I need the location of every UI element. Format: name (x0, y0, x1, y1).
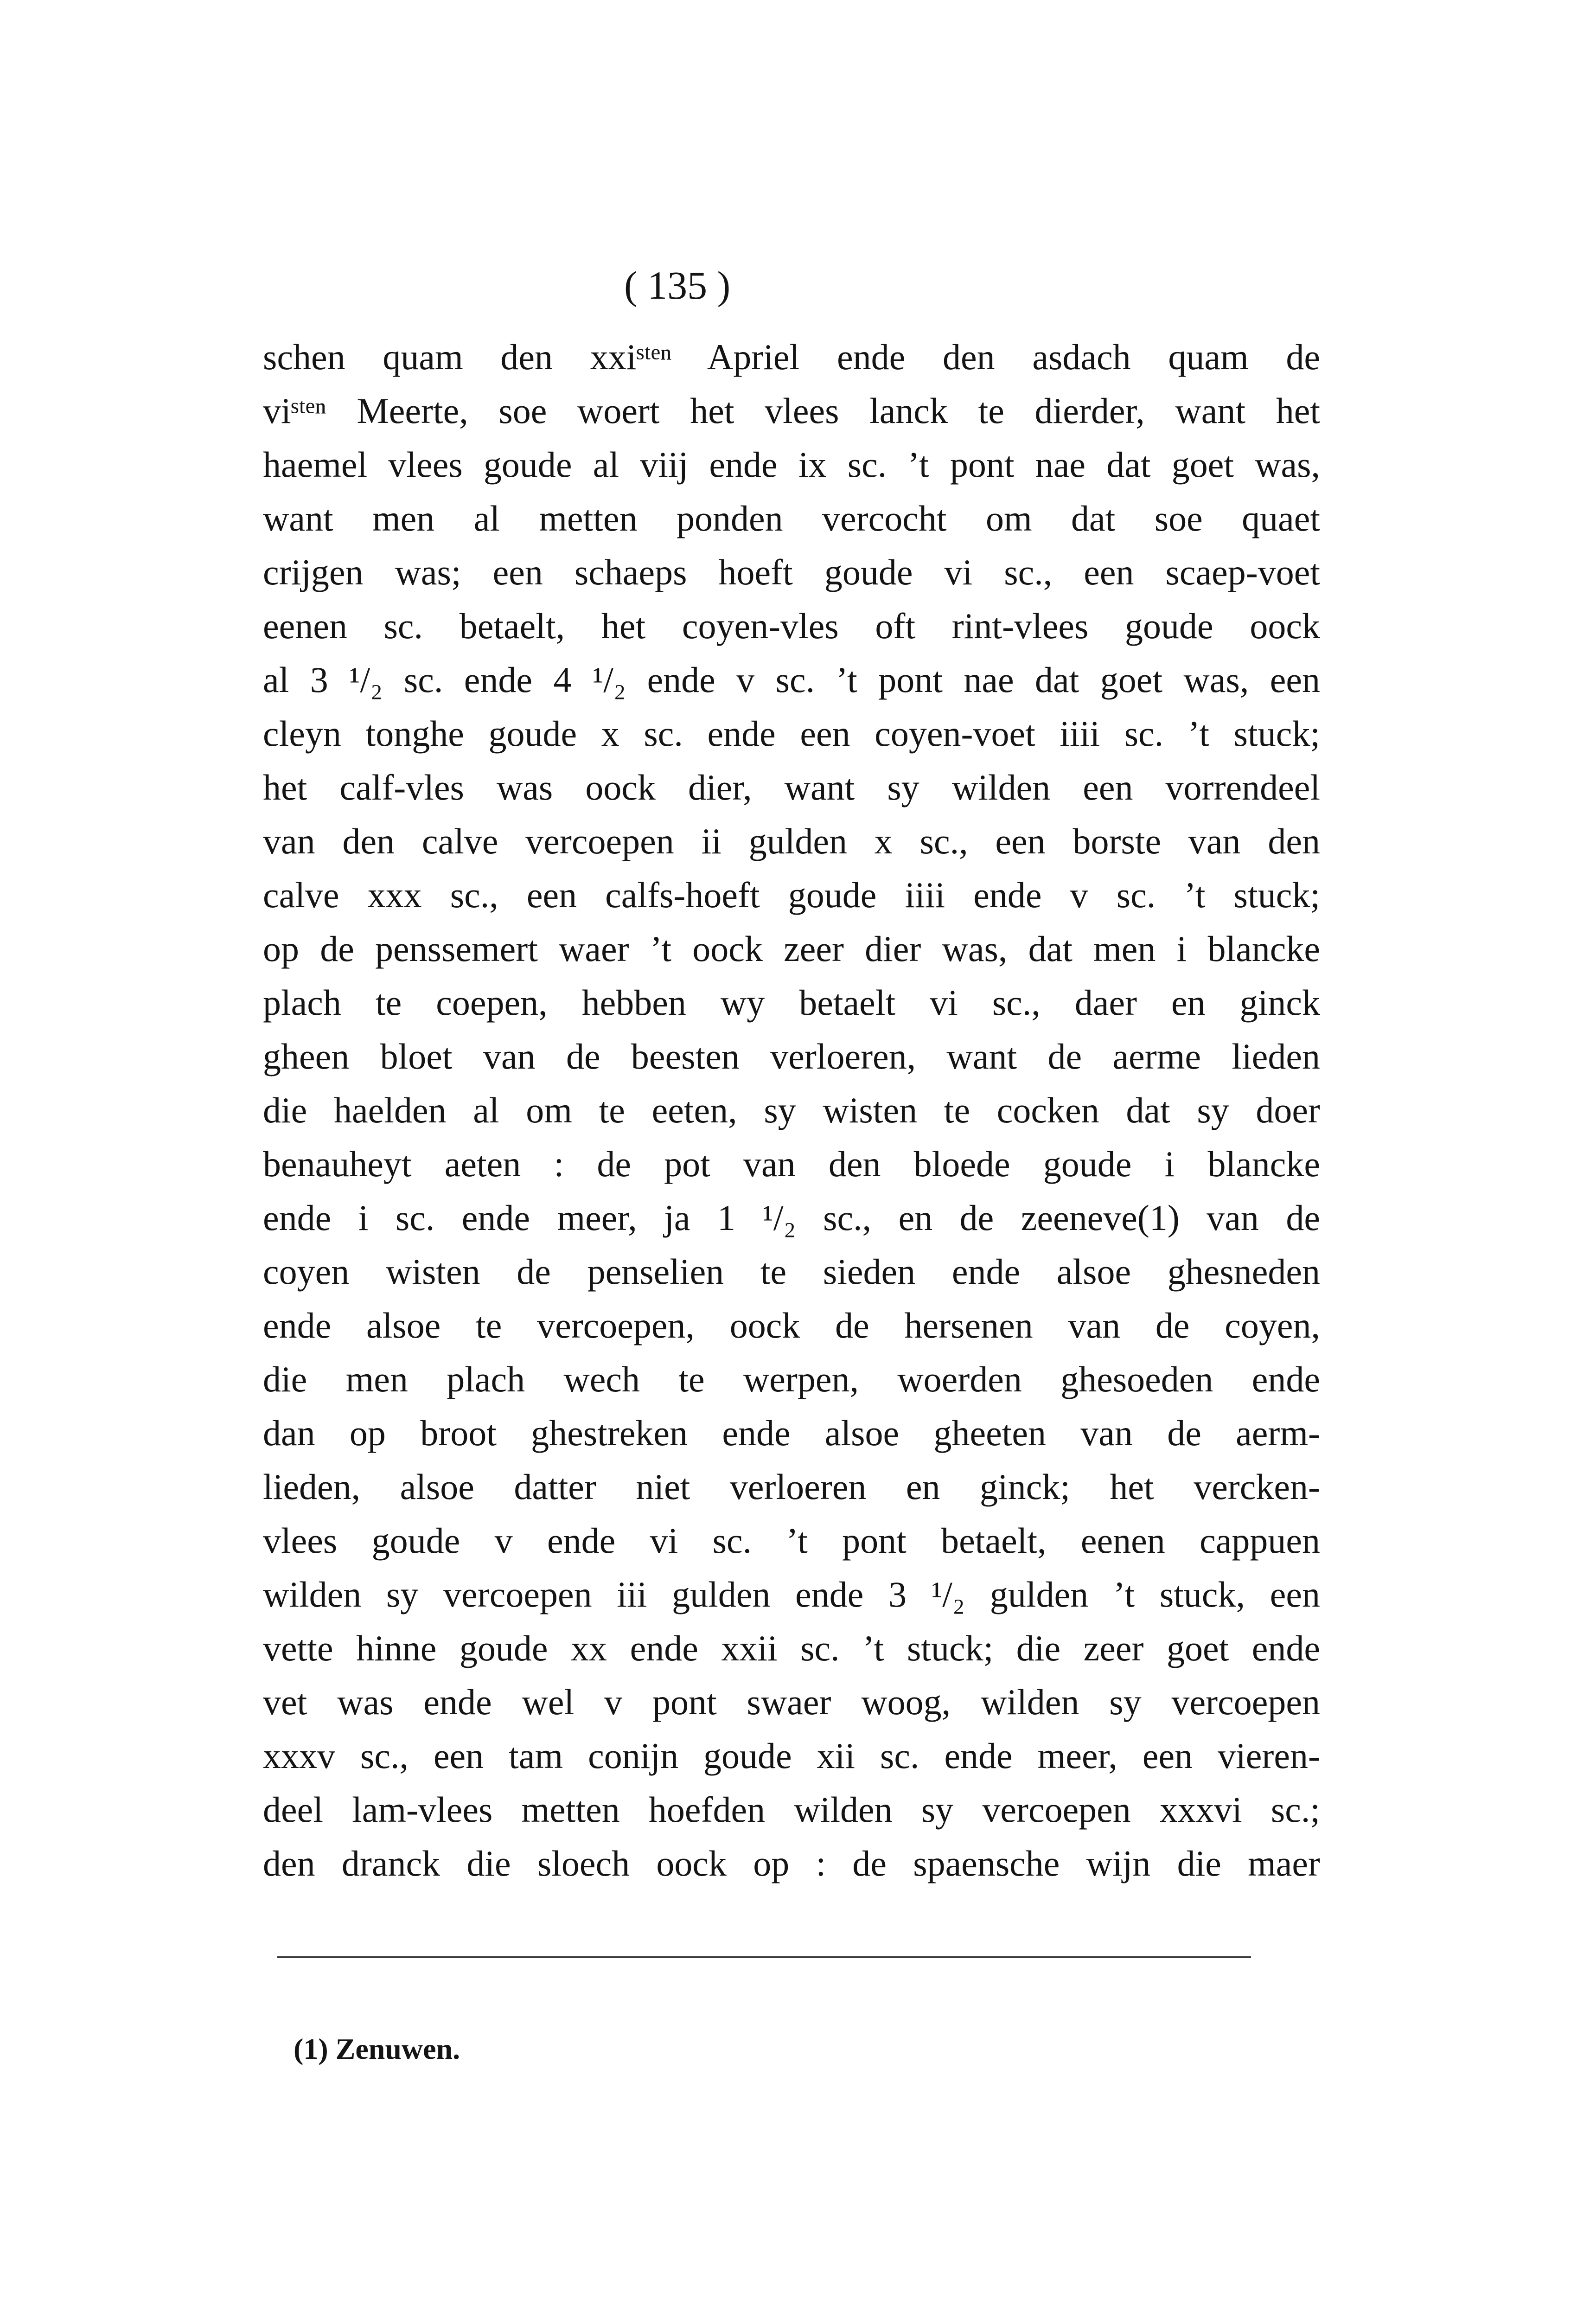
text-line: den dranck die sloech oock op : de spaensche wijn die maer (263, 1843, 1320, 1883)
text-line: van den calve vercoepen ii gulden x sc., een borste van den (263, 821, 1320, 861)
footnote: (1) Zenuwen. (294, 2032, 460, 2065)
text-line: coyen wisten de penselien te sieden ende alsoe ghesneden (263, 1251, 1320, 1292)
text-line: cleyn tonghe goude x sc. ende een coyen-voet iiii sc. ’t stuck; (263, 713, 1320, 754)
text-line: viˢᵗᵉⁿ Meerte, soe woert het vlees lanck te dierder, want het (263, 391, 1320, 431)
text-line: wilden sy vercoepen iii gulden ende 3 ¹/₂ gulden ’t stuck, een (263, 1574, 1320, 1614)
body-text (263, 330, 1320, 1890)
text-line: schen quam den xxiˢᵗᵉⁿ Apriel ende den asdach quam de (263, 337, 1320, 377)
text-line: vlees goude v ende vi sc. ’t pont betaelt, eenen cappuen (263, 1520, 1320, 1561)
text-line: calve xxx sc., een calfs-hoeft goude iiii ende v sc. ’t stuck; (263, 875, 1320, 915)
text-line: die haelden al om te eeten, sy wisten te cocken dat sy doer (263, 1090, 1320, 1130)
text-line: die men plach wech te werpen, woerden ghesoeden ende (263, 1359, 1320, 1399)
text-line: xxxv sc., een tam conijn goude xii sc. ende meer, een vieren- (263, 1736, 1320, 1776)
footnote-divider (277, 1956, 1251, 1958)
text-line: eenen sc. betaelt, het coyen-vles oft rint-vlees goude oock (263, 606, 1320, 646)
text-line: plach te coepen, hebben wy betaelt vi sc., daer en ginck (263, 982, 1320, 1023)
text-line: vet was ende wel v pont swaer woog, wilden sy vercoepen (263, 1682, 1320, 1722)
text-line: vette hinne goude xx ende xxii sc. ’t stuck; die zeer goet ende (263, 1628, 1320, 1668)
text-line: op de penssemert waer ’t oock zeer dier was, dat men i blancke (263, 929, 1320, 969)
text-line: dan op broot ghestreken ende alsoe gheeten van de aerm- (263, 1413, 1320, 1453)
text-line: crijgen was; een schaeps hoeft goude vi sc., een scaep-voet (263, 552, 1320, 592)
text-line: lieden, alsoe datter niet verloeren en ginck; het vercken- (263, 1467, 1320, 1507)
text-line: het calf-vles was oock dier, want sy wilden een vorrendeel (263, 767, 1320, 807)
page-number: ( 135 ) (624, 263, 731, 307)
text-line: deel lam-vlees metten hoefden wilden sy vercoepen xxxvi sc.; (263, 1789, 1320, 1830)
text-line: haemel vlees goude al viij ende ix sc. ’t pont nae dat goet was, (263, 444, 1320, 485)
text-line: al 3 ¹/₂ sc. ende 4 ¹/₂ ende v sc. ’t pont nae dat goet was, een (263, 660, 1320, 700)
text-line: want men al metten ponden vercocht om dat soe quaet (263, 498, 1320, 538)
text-line: benauheyt aeten : de pot van den bloede goude i blancke (263, 1144, 1320, 1184)
text-line: ende i sc. ende meer, ja 1 ¹/₂ sc., en de zeeneve(1) van de (263, 1198, 1320, 1238)
text-line: ende alsoe te vercoepen, oock de hersenen van de coyen, (263, 1305, 1320, 1345)
text-line: gheen bloet van de beesten verloeren, want de aerme lieden (263, 1036, 1320, 1076)
